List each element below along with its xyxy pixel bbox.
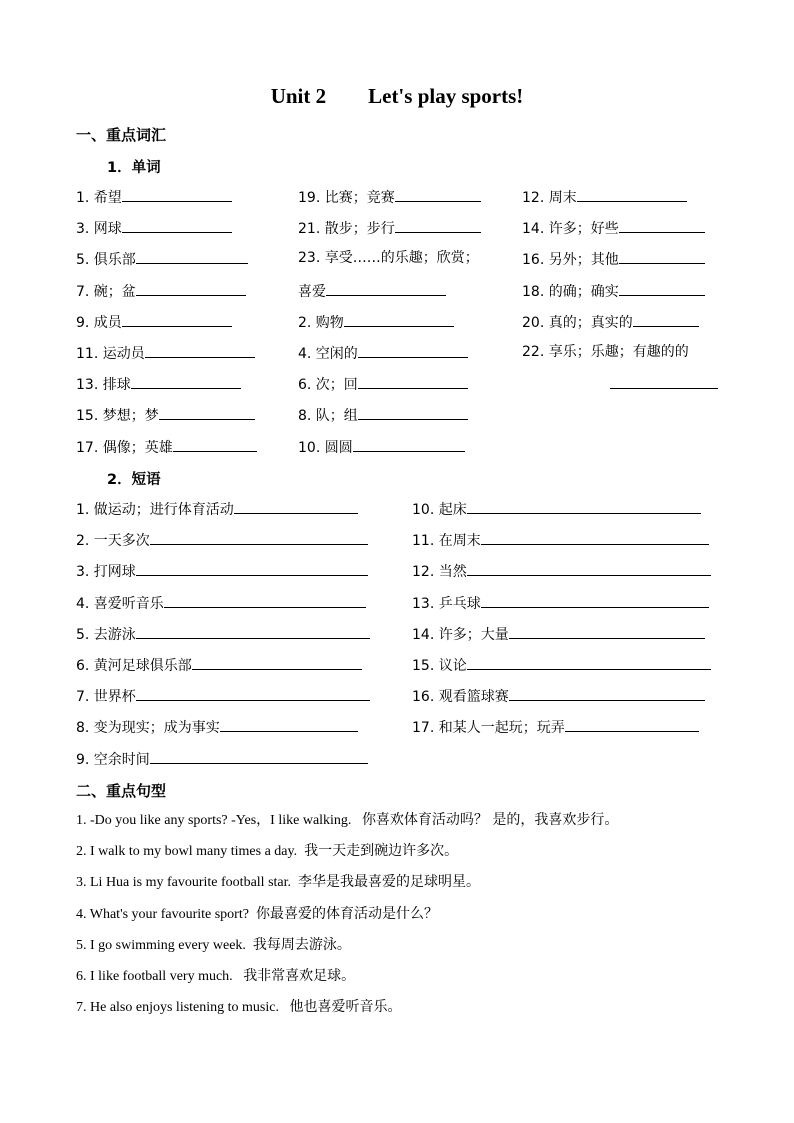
phrase-item: 2. 一天多次 [76, 530, 368, 550]
vocab-item: 7. 碗；盆 [76, 281, 246, 301]
answer-blank[interactable] [136, 249, 248, 264]
subheading-words: 1．单词 [107, 160, 161, 176]
vocab-item: 2. 购物 [298, 312, 454, 332]
answer-blank[interactable] [353, 437, 465, 452]
answer-blank[interactable] [192, 655, 362, 670]
answer-blank[interactable] [467, 561, 711, 576]
vocab-item: 17. 偶像；英雄 [76, 437, 257, 457]
answer-blank[interactable] [164, 593, 366, 608]
answer-blank[interactable] [619, 249, 705, 264]
answer-blank[interactable] [481, 530, 709, 545]
vocab-item: 14. 许多；好些 [522, 218, 705, 238]
vocab-item: 21. 散步；步行 [298, 218, 481, 238]
sentence-item: 1. -Do you like any sports? -Yes，I like walking. 你喜欢体育活动吗？ 是的，我喜欢步行。 [76, 812, 619, 828]
answer-blank[interactable] [467, 655, 711, 670]
answer-blank[interactable] [619, 218, 705, 233]
phrase-item: 17. 和某人一起玩；玩弄 [412, 717, 699, 737]
answer-blank[interactable] [358, 405, 468, 420]
answer-blank[interactable] [467, 499, 701, 514]
answer-blank[interactable] [136, 281, 246, 296]
vocab-item: 13. 排球 [76, 374, 241, 394]
answer-blank[interactable] [173, 437, 257, 452]
answer-blank[interactable] [344, 312, 454, 327]
vocab-item: 5. 俱乐部 [76, 249, 248, 269]
answer-blank[interactable] [136, 686, 370, 701]
sentence-item: 6. I like football very much. 我非常喜欢足球。 [76, 968, 356, 984]
answer-blank[interactable] [481, 593, 709, 608]
answer-blank[interactable] [509, 624, 705, 639]
answer-blank[interactable] [150, 530, 368, 545]
vocab-item: 18. 的确；确实 [522, 281, 705, 301]
answer-blank[interactable] [145, 343, 255, 358]
answer-blank[interactable] [509, 686, 705, 701]
vocab-item: 23. 享受……的乐趣；欣赏； [298, 250, 479, 266]
answer-blank[interactable] [136, 624, 370, 639]
answer-blank[interactable] [234, 499, 358, 514]
sentence-item: 7. He also enjoys listening to music. 他也喜爱听音乐。 [76, 999, 402, 1015]
phrase-item: 13. 乒乓球 [412, 593, 709, 613]
phrase-item: 14. 许多；大量 [412, 624, 705, 644]
answer-blank[interactable] [136, 561, 368, 576]
subheading-phrases: 2．短语 [107, 472, 161, 488]
vocab-item: 8. 队；组 [298, 405, 468, 425]
phrase-item: 10. 起床 [412, 499, 701, 519]
answer-blank[interactable] [395, 218, 481, 233]
answer-blank[interactable] [619, 281, 705, 296]
vocab-item: 9. 成员 [76, 312, 232, 332]
page-title: Unit 2 Let's play sports! [270, 84, 524, 108]
sentence-item: 3. Li Hua is my favourite football star. 李华是我最喜爱的足球明星。 [76, 874, 481, 890]
sentence-item: 4. What's your favourite sport? 你最喜爱的体育活动是什么？ [76, 906, 438, 922]
answer-blank[interactable] [122, 312, 232, 327]
phrase-item: 4. 喜爱听音乐 [76, 593, 366, 613]
answer-blank[interactable] [565, 717, 699, 732]
answer-blank[interactable] [358, 343, 468, 358]
phrase-item: 6. 黄河足球俱乐部 [76, 655, 362, 675]
vocab-item: 12. 周末 [522, 187, 687, 207]
answer-blank[interactable] [122, 218, 232, 233]
phrase-item: 8. 变为现实；成为事实 [76, 717, 358, 737]
vocab-item: 6. 次；回 [298, 374, 468, 394]
vocab-item: 11. 运动员 [76, 343, 255, 363]
phrase-item: 15. 议论 [412, 655, 711, 675]
answer-blank[interactable] [131, 374, 241, 389]
vocab-item: 4. 空闲的 [298, 343, 468, 363]
answer-blank[interactable] [577, 187, 687, 202]
phrase-item: 5. 去游泳 [76, 624, 370, 644]
answer-blank[interactable] [122, 187, 232, 202]
answer-blank[interactable] [395, 187, 481, 202]
phrase-item: 3. 打网球 [76, 561, 368, 581]
phrase-item: 7. 世界杯 [76, 686, 370, 706]
answer-blank[interactable] [326, 281, 446, 296]
vocab-item: 16. 另外；其他 [522, 249, 705, 269]
phrase-item: 16. 观看篮球赛 [412, 686, 705, 706]
sentence-item: 2. I walk to my bowl many times a day. 我一天走到碗边许多次。 [76, 843, 459, 859]
answer-blank[interactable] [633, 312, 699, 327]
vocab-item: 15. 梦想；梦 [76, 405, 255, 425]
vocab-item: 1. 希望 [76, 187, 232, 207]
sentence-item: 5. I go swimming every week. 我每周去游泳。 [76, 937, 351, 953]
vocab-item: 喜爱 [298, 281, 446, 301]
answer-blank[interactable] [159, 405, 255, 420]
section-heading-sentences: 二、重点句型 [76, 782, 167, 800]
vocab-item: 20. 真的；真实的 [522, 312, 699, 332]
phrase-item: 12. 当然 [412, 561, 711, 581]
vocab-item: 10. 圆圆 [298, 437, 465, 457]
section-heading-vocabulary: 一、重点词汇 [76, 126, 167, 144]
vocab-item-continuation [610, 374, 718, 394]
answer-blank[interactable] [220, 717, 358, 732]
vocab-item: 22. 享乐；乐趣；有趣的的 [522, 344, 689, 360]
phrase-item: 9. 空余时间 [76, 749, 368, 769]
vocab-item: 3. 网球 [76, 218, 232, 238]
answer-blank[interactable] [150, 749, 368, 764]
phrase-item: 11. 在周末 [412, 530, 709, 550]
answer-blank[interactable] [358, 374, 468, 389]
answer-blank[interactable] [610, 374, 718, 389]
vocab-item: 19. 比赛；竞赛 [298, 187, 481, 207]
phrase-item: 1. 做运动；进行体育活动 [76, 499, 358, 519]
